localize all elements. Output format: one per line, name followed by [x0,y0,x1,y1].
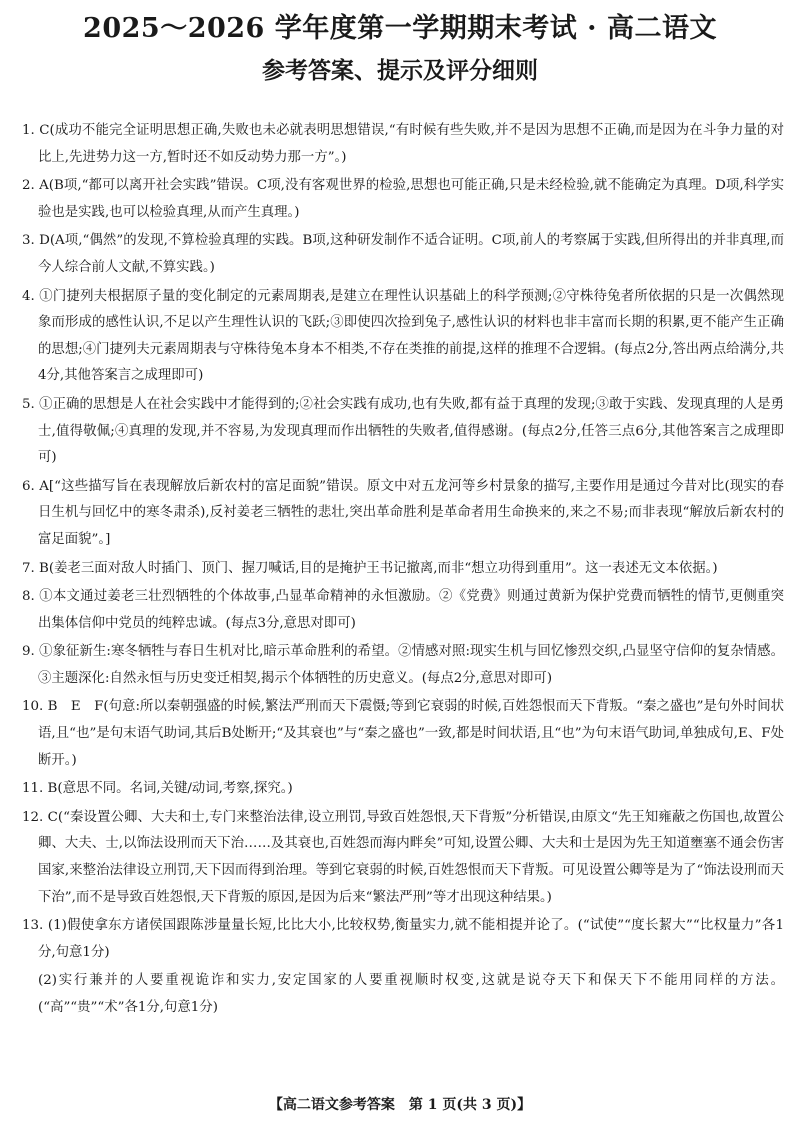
document-subtitle: 参考答案、提示及评分细则 [262,57,538,84]
answer-item-13-part-1-text: (1)假使拿东方诸侯国跟陈涉量量长短,比比大小,比较权势,衡量实力,就不能相提并论了。(“试使”“度长絜大”“比权量力”各1分,句意1分) [38,918,784,960]
answer-item-13-part-2: (2)实行兼并的人要重视诡诈和实力,安定国家的人要重视顺时权变,这就是说夺天下和保天下不能用同样的方法。(“高”“贵”“术”各1分,句意1分) [38,973,784,1015]
answer-item-9: 9. ①象征新生:寒冬牺牲与春日生机对比,暗示革命胜利的希望。②情感对照:现实生机与回忆惨烈交织,凸显坚守信仰的复杂情感。③主题深化:自然永恒与历史变迁相契,揭示个体牺牲的历史意义。(每点2分,意思对即可) [22,644,784,686]
answer-item-10: 10. B E F(句意:所以秦朝强盛的时候,繁法严刑而天下震慑;等到它衰弱的时候,百姓怨恨而天下背叛。“秦之盛也”是句外时间状语,且“也”是句末语气助词,其后B处断开;“及其衰也”与“秦之盛也”一致,都是时间状语,且“也”为句末语气助词,单独成句,E、F处断开。) [22,699,784,768]
answer-item-11: 11. B(意思不同。名词,关键/动词,考察,探究。) [22,781,293,797]
answer-item-4: 4. ①门捷列夫根据原子量的变化制定的元素周期表,是建立在理性认识基础上的科学预测;②守株待兔者所依据的只是一次偶然现象而形成的感性认识,不足以产生理性认识的飞跃;③即使四次捡到兔子,感性认识的材料也非丰富而长期的积累,更不能产生正确的思想;④门捷列夫元素周期表与守株待兔本身本不相类,不存在类推的前提,这样的推理不合逻辑。(每点2分,答出两点给满分,共4分,其他答案言之成理即可) [22,288,784,384]
answer-list [22,118,784,1024]
answer-item-13-label: 13. [22,918,48,934]
page-footer: 【高二语文参考答案 第 1 页(共 3 页)】 [268,1097,532,1113]
answer-item-1: 1. C(成功不能完全证明思想正确,失败也未必就表明思想错误,“有时候有些失败,并不是因为思想不正确,而是因为在斗争力量的对比上,先进势力这一方,暂时还不如反动势力那一方”。) [22,123,784,165]
answer-item-6: 6. A[“这些描写旨在表现解放后新农村的富足面貌”错误。原文中对五龙河等乡村景象的描写,主要作用是通过今昔对比(现实的春日生机与回忆中的寒冬肃杀),反衬姜老三牺牲的悲壮,突出革命胜利是革命者用生命换来的,来之不易;而非表现“解放后新农村的富足面貌”。] [22,478,784,547]
answer-item-5: 5. ①正确的思想是人在社会实践中才能得到的;②社会实践有成功,也有失败,都有益于真理的发现;③敢于实践、发现真理的人是勇士,值得敬佩;④真理的发现,并不容易,为发现真理而作出牺牲的失败者,值得感谢。(每点2分,任答三点6分,其他答案言之成理即可) [22,396,784,466]
answer-item-2: 2. A(B项,“都可以离开社会实践”错误。C项,没有客观世界的检验,思想也可能正确,只是未经检验,就不能确定为真理。D项,科学实验也是实践,也可以检验真理,从而产生真理。) [22,178,784,220]
answer-item-7: 7. B(姜老三面对敌人时插门、顶门、握刀喊话,目的是掩护王书记撤离,而非“想立功得到重用”。这一表述无文本依据。) [22,560,718,576]
answer-item-12: 12. C(“秦设置公卿、大夫和士,专门来整治法律,设立刑罚,导致百姓怨恨,天下背叛”分析错误,由原文“先王知雍蔽之伤国也,故置公卿、大夫、士,以饰法设刑而天下治……及其衰也,百姓怨而海内畔矣”可知,设置公卿、大夫和士是因为先王知道壅塞不通会伤害国家,来整治法律设立刑罚,天下因而得到治理。等到它衰弱的时候,百姓怨恨而天下背叛。可见设置公卿等是为了“饰法设刑而天下治”,而不是导致百姓怨恨,天下背叛的原因,是因为后来“繁法严刑”等才出现这种结果。) [22,809,784,905]
answer-item-13-part-1 [22,913,784,966]
answer-item-8: 8. ①本文通过姜老三壮烈牺牲的个体故事,凸显革命精神的永恒激励。②《党费》则通过黄新为保护党费而牺牲的情节,更侧重突出集体信仰中党员的纯粹忠诚。(每点3分,意思对即可) [22,589,784,631]
document-title: 2025～2026 学年度第一学期期末考试 · 高二语文 [83,13,717,44]
answer-item-3: 3. D(A项,“偶然”的发现,不算检验真理的实践。B项,这种研发制作不适合证明。C项,前人的考察属于实践,但所得出的并非真理,而今人综合前人文献,不算实践。) [22,233,784,275]
